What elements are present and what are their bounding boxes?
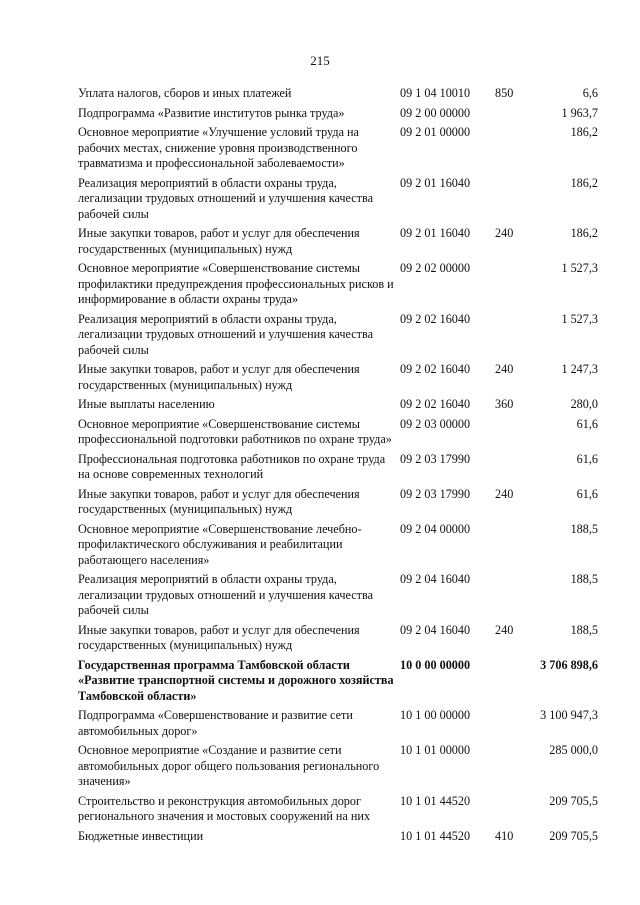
row-code: 10 1 01 00000 — [400, 743, 471, 757]
row-code: 09 2 01 00000 — [400, 125, 471, 139]
row-expense-type: 360 — [495, 397, 514, 411]
row-code: 09 2 03 17990 — [400, 486, 471, 501]
row-expense-type — [495, 658, 533, 709]
row-sum: 1 963,7 — [561, 105, 598, 120]
row-code: 09 2 04 16040 — [400, 622, 471, 637]
table-row — [78, 312, 598, 363]
row-expense-type — [495, 743, 533, 794]
row-sum: 186,2 — [570, 226, 598, 240]
table-row — [78, 362, 598, 397]
table-row — [78, 125, 598, 176]
row-name: Иные закупки товаров, работ и услуг для обеспечения государственных (муниципальных) нужд — [78, 622, 360, 652]
row-expense-type — [495, 522, 533, 573]
row-code: 10 0 00 00000 — [400, 657, 471, 672]
row-code: 10 1 01 44520 — [400, 828, 471, 843]
row-sum: 1 527,3 — [561, 261, 598, 275]
row-name: Иные закупки товаров, работ и услуг для обеспечения государственных (муниципальных) нужд — [78, 486, 360, 516]
row-expense-type — [495, 794, 533, 829]
row-expense-type: 240 — [495, 362, 514, 376]
row-expense-type — [495, 176, 533, 227]
row-name: Реализация мероприятий в области охраны труда, легализации трудовых отношений и улучшения качества рабочей силы — [78, 572, 374, 617]
row-code: 09 2 00 00000 — [400, 105, 471, 120]
row-expense-type — [495, 106, 533, 126]
row-name: Иные закупки товаров, работ и услуг для обеспечения государственных (муниципальных) нужд — [78, 226, 360, 256]
table-row — [78, 829, 598, 849]
table-row — [78, 522, 598, 573]
budget-table-body — [78, 86, 598, 848]
row-expense-type — [495, 125, 533, 176]
row-sum: 61,6 — [576, 416, 598, 431]
row-name: Иные выплаты населению — [78, 397, 215, 411]
row-sum: 285 000,0 — [549, 743, 598, 757]
row-expense-type — [495, 572, 533, 623]
row-expense-type — [495, 452, 533, 487]
table-row — [78, 708, 598, 743]
row-sum: 209 705,5 — [549, 793, 598, 808]
row-expense-type — [495, 312, 533, 363]
row-expense-type: 240 — [495, 486, 514, 501]
row-name: Строительство и реконструкция автомобильных дорог регионального значения и мостовых сооружений на них — [78, 793, 371, 823]
row-name: Бюджетные инвестиции — [78, 828, 204, 843]
row-name: Основное мероприятие «Улучшение условий труда на рабочих местах, снижение уровня производственного травматизма и профессиональной заболеваемости» — [78, 125, 359, 170]
row-name: Подпрограмма «Развитие институтов рынка труда» — [78, 105, 345, 120]
row-sum: 188,5 — [570, 572, 598, 586]
row-sum: 61,6 — [576, 486, 598, 501]
budget-table — [78, 86, 598, 848]
row-sum: 61,6 — [576, 451, 598, 466]
row-name: Основное мероприятие «Совершенствование лечебно-профилактического обслуживания и реабилитации работающего населения» — [78, 521, 362, 567]
row-expense-type: 850 — [495, 86, 514, 100]
row-expense-type — [495, 417, 533, 452]
table-row — [78, 226, 598, 261]
table-row — [78, 487, 598, 522]
row-name: Подпрограмма «Совершенствование и развитие сети автомобильных дорог» — [78, 708, 353, 738]
row-name: Основное мероприятие «Совершенствование системы профессиональной подготовки работников по охране труда» — [78, 416, 392, 446]
row-sum: 209 705,5 — [549, 828, 598, 843]
row-code: 09 2 01 16040 — [400, 175, 471, 190]
row-name: Основное мероприятие «Создание и развитие сети автомобильных дорог общего пользования регионального значения» — [78, 743, 380, 788]
table-row — [78, 397, 598, 417]
row-code: 09 2 03 00000 — [400, 416, 471, 431]
row-code: 09 2 02 16040 — [400, 397, 471, 411]
table-row — [78, 261, 598, 312]
row-expense-type — [495, 261, 533, 312]
row-name: Профессиональная подготовка работников по охране труда на основе современных технологий — [78, 451, 386, 481]
row-sum: 188,5 — [570, 521, 598, 536]
row-expense-type: 240 — [495, 622, 514, 637]
row-expense-type — [495, 708, 533, 743]
row-name: Государственная программа Тамбовской области «Развитие транспортной системы и дорожного хозяйства Тамбовской области» — [78, 657, 394, 703]
table-row — [78, 572, 598, 623]
row-code: 09 2 02 16040 — [400, 311, 471, 326]
table-row — [78, 86, 598, 106]
row-code: 09 2 02 00000 — [400, 261, 471, 275]
table-row — [78, 794, 598, 829]
row-sum: 3 706 898,6 — [540, 657, 598, 672]
table-row — [78, 623, 598, 658]
row-code: 09 2 04 00000 — [400, 521, 471, 536]
row-code: 09 2 01 16040 — [400, 226, 471, 240]
page-number: 215 — [310, 53, 330, 68]
row-sum: 186,2 — [570, 125, 598, 139]
table-row — [78, 452, 598, 487]
row-code: 10 1 01 44520 — [400, 793, 471, 808]
row-code: 09 1 04 10010 — [400, 86, 471, 100]
table-row — [78, 417, 598, 452]
row-name: Реализация мероприятий в области охраны труда, легализации трудовых отношений и улучшения качества рабочей силы — [78, 311, 374, 357]
row-name: Реализация мероприятий в области охраны труда, легализации трудовых отношений и улучшения качества рабочей силы — [78, 175, 374, 221]
row-sum: 1 247,3 — [561, 362, 598, 376]
table-row — [78, 743, 598, 794]
row-name: Уплата налогов, сборов и иных платежей — [78, 86, 292, 100]
row-name: Иные закупки товаров, работ и услуг для обеспечения государственных (муниципальных) нужд — [78, 362, 360, 392]
row-code: 09 2 02 16040 — [400, 362, 471, 376]
row-sum: 280,0 — [570, 397, 598, 411]
row-sum: 188,5 — [570, 622, 598, 637]
row-code: 09 2 04 16040 — [400, 572, 471, 586]
row-code: 09 2 03 17990 — [400, 451, 471, 466]
row-sum: 6,6 — [582, 86, 598, 100]
table-row — [78, 106, 598, 126]
row-sum: 1 527,3 — [561, 311, 598, 326]
row-expense-type: 410 — [495, 828, 514, 843]
row-sum: 3 100 947,3 — [540, 708, 598, 722]
table-row — [78, 176, 598, 227]
row-code: 10 1 00 00000 — [400, 708, 471, 722]
row-sum: 186,2 — [570, 175, 598, 190]
row-name: Основное мероприятие «Совершенствование системы профилактики предупреждения профессиональных рисков и информирование в области охраны труда» — [78, 261, 394, 306]
row-expense-type: 240 — [495, 226, 514, 240]
table-row — [78, 658, 598, 709]
